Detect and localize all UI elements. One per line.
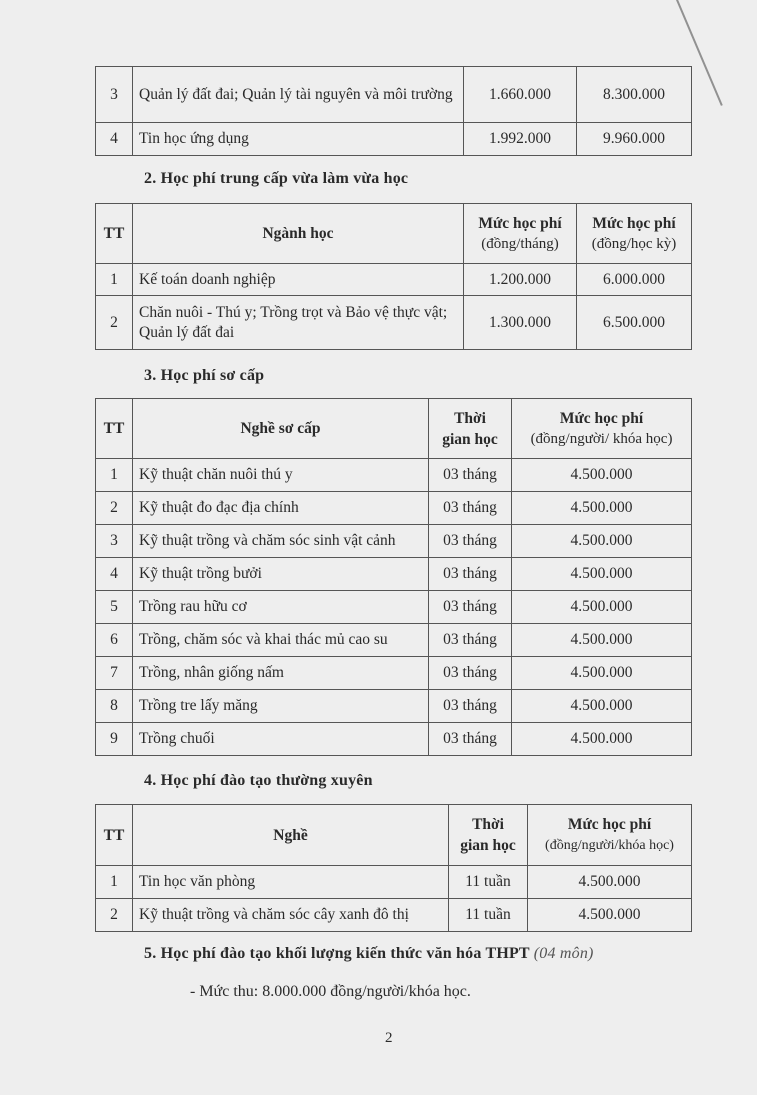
column-header: Nghề sơ cấp <box>133 399 429 459</box>
fee: 4.500.000 <box>512 723 692 756</box>
fee-note: - Mức thu: 8.000.000 đồng/người/khóa học. <box>190 983 471 1000</box>
header-line: gian học <box>460 837 516 854</box>
row-number: 1 <box>96 264 133 296</box>
row-number: 3 <box>96 67 133 123</box>
fee-semester: 9.960.000 <box>577 123 692 156</box>
page-number: 2 <box>385 1030 393 1046</box>
column-header <box>528 805 692 866</box>
table-row <box>96 492 692 525</box>
fee-monthly: 1.200.000 <box>464 264 577 296</box>
header-unit: (đồng/tháng) <box>481 235 559 252</box>
table-row <box>96 67 692 123</box>
course-name: Kỹ thuật trồng và chăm sóc sinh vật cảnh <box>133 525 429 558</box>
table-row <box>96 624 692 657</box>
fee: 4.500.000 <box>512 690 692 723</box>
table-row <box>96 525 692 558</box>
duration: 03 tháng <box>429 690 512 723</box>
program-name: Tin học ứng dụng <box>133 123 464 156</box>
table-header-row <box>96 805 692 866</box>
row-number: 4 <box>96 123 133 156</box>
table-row <box>96 723 692 756</box>
table-row <box>96 558 692 591</box>
heading-note: (04 môn) <box>533 945 594 962</box>
course-name: Kỹ thuật đo đạc địa chính <box>133 492 429 525</box>
header-unit: (đồng/người/khóa học) <box>545 838 674 853</box>
course-name: Trồng chuối <box>133 723 429 756</box>
duration: 03 tháng <box>429 657 512 690</box>
fee-monthly: 1.660.000 <box>464 67 577 123</box>
duration: 03 tháng <box>429 723 512 756</box>
duration: 03 tháng <box>429 558 512 591</box>
fee-semester: 6.500.000 <box>577 296 692 350</box>
header-title: Mức học phí <box>478 214 562 232</box>
duration: 03 tháng <box>429 492 512 525</box>
course-name: Tin học văn phòng <box>133 866 449 899</box>
table-row <box>96 264 692 296</box>
table-row <box>96 899 692 932</box>
header-title: Mức học phí <box>567 816 652 833</box>
column-header: TT <box>96 399 133 459</box>
row-number: 2 <box>96 899 133 932</box>
fee-semester: 8.300.000 <box>577 67 692 123</box>
table-header-row <box>96 204 692 264</box>
column-header: Nghề <box>133 805 449 866</box>
program-name: Chăn nuôi - Thú y; Trồng trọt và Bảo vệ thực vật; Quản lý đất đai <box>133 296 464 350</box>
header-title: Mức học phí <box>559 409 644 427</box>
duration: 11 tuần <box>449 866 528 899</box>
table-row <box>96 657 692 690</box>
course-name: Trồng rau hữu cơ <box>133 591 429 624</box>
continuous-training-table <box>95 804 692 932</box>
table-row <box>96 690 692 723</box>
course-name: Kỹ thuật trồng bưởi <box>133 558 429 591</box>
heading-text: 5. Học phí đào tạo khối lượng kiến thức văn hóa THPT <box>144 945 530 962</box>
fee: 4.500.000 <box>512 459 692 492</box>
section-heading: 2. Học phí trung cấp vừa làm vừa học <box>144 170 409 187</box>
duration: 03 tháng <box>429 525 512 558</box>
duration: 03 tháng <box>429 591 512 624</box>
course-name: Trồng, chăm sóc và khai thác mủ cao su <box>133 624 429 657</box>
course-name: Trồng, nhân giống nấm <box>133 657 429 690</box>
row-number: 2 <box>96 296 133 350</box>
fee: 4.500.000 <box>512 624 692 657</box>
fee: 4.500.000 <box>512 657 692 690</box>
row-number: 5 <box>96 591 133 624</box>
duration: 11 tuần <box>449 899 528 932</box>
course-name: Kỹ thuật chăn nuôi thú y <box>133 459 429 492</box>
column-header <box>577 204 692 264</box>
row-number: 1 <box>96 459 133 492</box>
header-unit: (đồng/học kỳ) <box>591 235 677 252</box>
row-number: 2 <box>96 492 133 525</box>
fee-monthly: 1.992.000 <box>464 123 577 156</box>
header-line: Thời <box>472 816 504 833</box>
column-header <box>464 204 577 264</box>
table-header-row <box>96 399 692 459</box>
column-header <box>449 805 528 866</box>
section-heading: 4. Học phí đào tạo thường xuyên <box>144 772 373 789</box>
table-row <box>96 459 692 492</box>
section-heading <box>144 945 594 963</box>
tuition-table-continued <box>95 66 692 156</box>
table-row <box>96 123 692 156</box>
column-header: Ngành học <box>133 204 464 264</box>
fee: 4.500.000 <box>512 558 692 591</box>
course-name: Kỹ thuật trồng và chăm sóc cây xanh đô thị <box>133 899 449 932</box>
header-title: Mức học phí <box>592 214 676 232</box>
row-number: 8 <box>96 690 133 723</box>
column-header <box>512 399 692 459</box>
header-line: gian học <box>442 430 498 448</box>
duration: 03 tháng <box>429 624 512 657</box>
part-time-tuition-table <box>95 203 692 350</box>
fee: 4.500.000 <box>512 492 692 525</box>
elementary-tuition-table <box>95 398 692 756</box>
header-unit: (đồng/người/ khóa học) <box>530 430 673 447</box>
fee-monthly: 1.300.000 <box>464 296 577 350</box>
fee-semester: 6.000.000 <box>577 264 692 296</box>
column-header: TT <box>96 805 133 866</box>
header-line: Thời <box>454 409 486 427</box>
program-name: Quản lý đất đai; Quản lý tài nguyên và môi trường <box>133 67 464 123</box>
row-number: 7 <box>96 657 133 690</box>
program-name: Kế toán doanh nghiệp <box>133 264 464 296</box>
table-row <box>96 591 692 624</box>
course-name: Trồng tre lấy măng <box>133 690 429 723</box>
row-number: 3 <box>96 525 133 558</box>
fee: 4.500.000 <box>528 866 692 899</box>
table-row <box>96 296 692 350</box>
fee: 4.500.000 <box>512 525 692 558</box>
table-row <box>96 866 692 899</box>
row-number: 6 <box>96 624 133 657</box>
column-header <box>429 399 512 459</box>
row-number: 1 <box>96 866 133 899</box>
duration: 03 tháng <box>429 459 512 492</box>
fee: 4.500.000 <box>512 591 692 624</box>
row-number: 4 <box>96 558 133 591</box>
fee: 4.500.000 <box>528 899 692 932</box>
row-number: 9 <box>96 723 133 756</box>
column-header: TT <box>96 204 133 264</box>
section-heading: 3. Học phí sơ cấp <box>144 367 265 384</box>
